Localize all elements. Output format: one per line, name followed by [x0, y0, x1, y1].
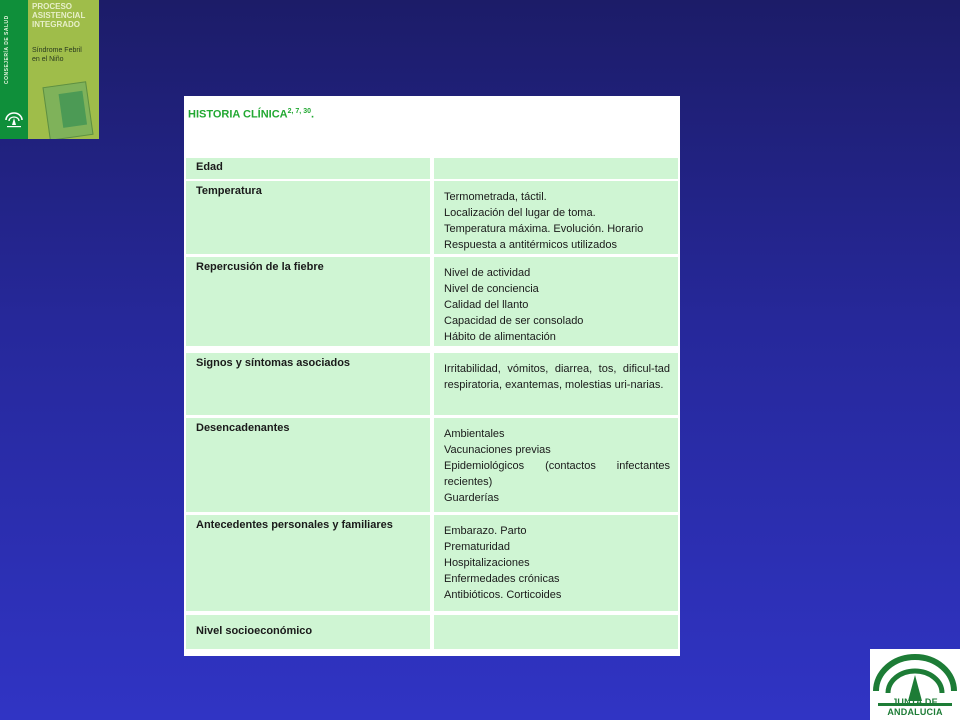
row-label: Edad [196, 161, 223, 173]
andalucia-logo-icon [4, 112, 24, 128]
detail-line: Nivel de actividad [444, 267, 531, 279]
cover-book-illustration [42, 81, 93, 139]
table-row-antecedentes [186, 515, 678, 611]
cover-title: PROCESO ASISTENCIAL INTEGRADO [32, 2, 86, 29]
cover-spine [0, 0, 28, 139]
row-label: Signos y síntomas asociados [196, 357, 351, 369]
junta-logo-text: JUNTA DE ANDALUCIA [887, 697, 943, 717]
detail-line: Hospitalizaciones [444, 557, 530, 569]
document-title: HISTORIA CLÍNICA$^{2, 7, 30}$. [188, 108, 315, 121]
cover-subtitle: Síndrome Febril en el Niño [32, 47, 82, 63]
junta-de-andalucia-logo [870, 649, 960, 720]
row-label: Repercusión de la fiebre [196, 261, 324, 273]
book-cover-thumbnail [0, 0, 99, 139]
detail-line: Respuesta a antitérmicos utilizados [444, 239, 618, 251]
row-label: Desencadenantes [196, 422, 290, 434]
detail-line: Capacidad de ser consolado [444, 315, 584, 327]
row-label: Nivel socioeconómico [196, 625, 313, 637]
detail-line: Enfermedades crónicas [444, 573, 560, 585]
cover-spine-text: CONSEJERÍA DE SALUD [4, 15, 10, 84]
detail-line: Guarderías [444, 492, 500, 504]
table-row-repercusion [186, 257, 678, 346]
detail-line: Antibióticos. Corticoides [444, 589, 562, 601]
table-row-temperatura [186, 181, 678, 254]
detail-line: Hábito de alimentación [444, 331, 556, 343]
table-row-nivel-socioeconomico [186, 615, 678, 649]
row-details [444, 265, 670, 345]
detail-line: Termometrada, táctil. [444, 191, 547, 203]
row-label: Antecedentes personales y familiares [196, 519, 393, 531]
detail-line: Embarazo. Parto [444, 525, 527, 537]
row-details [444, 189, 670, 253]
detail-line: Nivel de conciencia [444, 283, 539, 295]
row-label: Temperatura [196, 185, 262, 197]
table-row-desencadenantes [186, 418, 678, 512]
table-row-edad [186, 158, 678, 179]
row-details [444, 426, 670, 506]
detail-paragraph: Irritabilidad, vómitos, diarrea, tos, dificul-tad respiratoria, exantemas, molestias uri-narias. [444, 363, 670, 391]
row-details [444, 523, 670, 603]
detail-paragraph: Epidemiológicos (contactos infectantes recientes) [444, 460, 670, 488]
detail-line: Temperatura máxima. Evolución. Horario [444, 223, 644, 235]
detail-line: Ambientales [444, 428, 505, 440]
table-row-signos [186, 353, 678, 415]
detail-line: Calidad del llanto [444, 299, 529, 311]
title-references: 2, 7, 30 [287, 108, 311, 115]
detail-line: Prematuridad [444, 541, 511, 553]
detail-line: Localización del lugar de toma. [444, 207, 596, 219]
row-details [444, 361, 670, 393]
clinical-history-table [184, 96, 680, 656]
detail-line: Vacunaciones previas [444, 444, 551, 456]
